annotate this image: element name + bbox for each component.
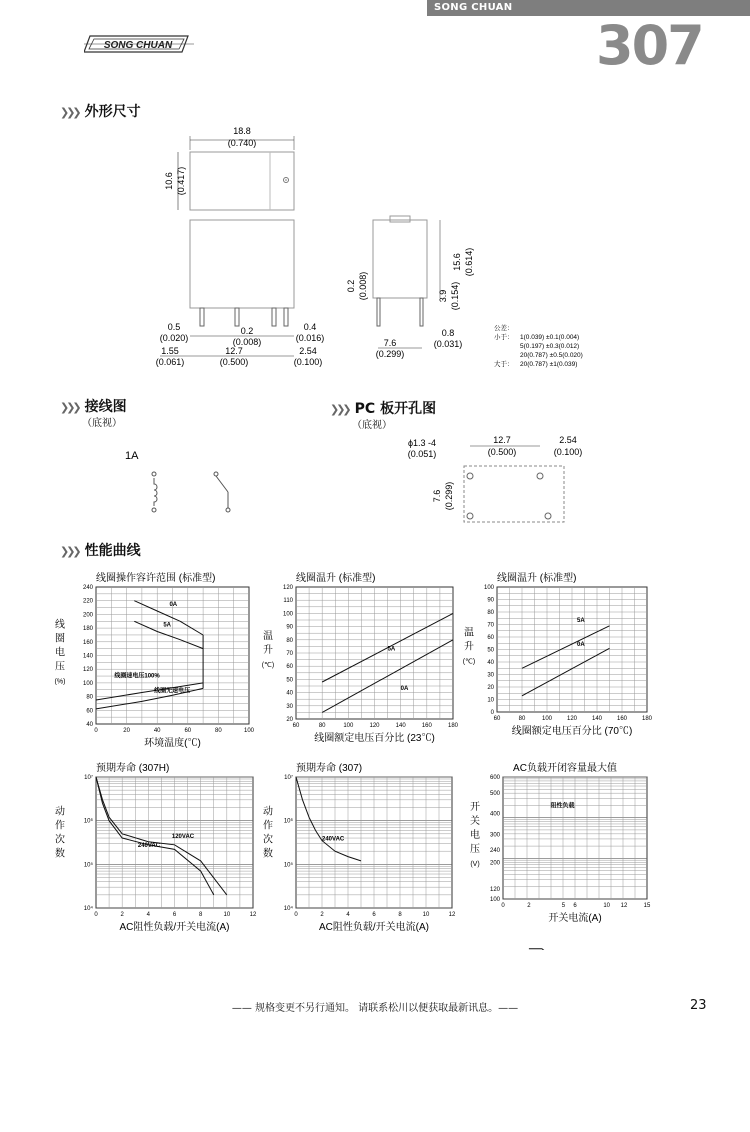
y-axis-label-char: 温 — [464, 627, 474, 639]
y-tick-label: 120 — [282, 585, 293, 591]
x-tick-label: 10 — [603, 903, 611, 909]
dim-side-pitch: 7.6 — [383, 338, 397, 348]
dim-offset: 1.55 — [161, 346, 179, 356]
y-tick-label: 110 — [283, 598, 293, 605]
y-axis-unit: (℃) — [261, 662, 275, 669]
chart-3 — [463, 571, 653, 737]
y-tick-label: 90 — [286, 624, 293, 631]
x-tick-label: 80 — [215, 728, 222, 734]
y-tick-label: 240 — [82, 585, 93, 591]
dim-side-height: 15.6 — [452, 253, 462, 271]
y-tick-label: 70 — [286, 651, 293, 657]
dim-pin-thick-in: (0.016) — [295, 333, 325, 343]
y-axis-unit: (V) — [470, 861, 480, 868]
tolerance-table — [494, 322, 604, 370]
pcb-offset: 2.54 — [559, 435, 577, 445]
pcb-pitch: 12.7 — [493, 435, 511, 445]
brand-label: SONG CHUAN — [434, 2, 513, 13]
y-tick-label: 60 — [86, 708, 93, 715]
dim-side-pin-in: (0.031) — [433, 339, 463, 349]
pcb-layout-drawing — [400, 430, 600, 530]
x-tick-label: 10 — [422, 912, 430, 918]
series-line-2 — [96, 777, 214, 895]
dim-top-width-in: (0.740) — [227, 138, 257, 148]
y-tick-label: 200 — [489, 860, 500, 867]
y-tick-label: 100 — [483, 585, 494, 591]
y-axis-label-char: 数 — [55, 848, 65, 860]
y-axis-label-char: 温 — [263, 631, 273, 642]
series-annotation: 0A — [577, 641, 585, 648]
y-tick-label: 80 — [86, 694, 93, 701]
y-axis-label-char: 作 — [55, 820, 65, 832]
chart-title: 线圈操作容许范围 (标准型) — [96, 573, 216, 584]
x-tick-label: 12 — [249, 912, 257, 918]
x-tick-label: 0 — [94, 912, 98, 918]
logo-text: SONG CHUAN — [103, 40, 173, 51]
x-tick-label: 2 — [120, 912, 124, 918]
x-tick-label: 100 — [243, 728, 255, 734]
x-tick-label: 20 — [123, 728, 130, 734]
y-axis-label-char: 升 — [464, 641, 474, 653]
x-tick-label: 160 — [421, 723, 432, 729]
wiring-diagram — [120, 446, 260, 522]
series-annotation: 240VAC — [322, 836, 345, 843]
y-tick-label: 10⁶ — [83, 818, 93, 825]
top-view-drawing — [130, 120, 350, 378]
x-tick-label: 60 — [493, 716, 501, 722]
tolerance-row4: 20(0.787) ±1(0.039) — [520, 361, 578, 368]
y-tick-label: 10⁴ — [283, 906, 293, 912]
y-tick-label: 10⁶ — [283, 818, 293, 825]
x-tick-label: 0 — [294, 912, 298, 918]
tolerance-row1-label: 小于： — [494, 334, 514, 341]
y-tick-label: 40 — [487, 660, 494, 666]
y-axis-label-char: 圈 — [55, 633, 65, 645]
y-axis-label-char: 动 — [55, 806, 65, 818]
dim-spacing: 12.7 — [225, 346, 243, 356]
y-tick-label: 80 — [286, 637, 293, 644]
y-tick-label: 400 — [489, 811, 500, 818]
y-axis-label-char: 电 — [55, 647, 65, 659]
series-annotation: 5A — [387, 646, 396, 653]
x-tick-label: 5 — [561, 903, 566, 909]
series-annotation: 5A — [577, 618, 585, 624]
side-view-drawing — [340, 210, 490, 370]
dim-top-height-in: (0.417) — [176, 166, 186, 196]
dim-pin-width: 0.5 — [167, 322, 181, 332]
dim-offset-in: (0.061) — [155, 357, 185, 367]
x-tick-label: 180 — [641, 716, 653, 722]
x-tick-label: 2 — [320, 912, 324, 918]
dim-spacing-in: (0.500) — [219, 357, 249, 367]
x-axis-label: 线圈额定电压百分比 (70℃) — [511, 726, 633, 737]
pcb-hole-in: (0.051) — [407, 449, 437, 459]
y-tick-label: 80 — [487, 610, 494, 616]
chart-1 — [55, 571, 255, 749]
y-tick-label: 70 — [487, 622, 494, 629]
y-axis-label-char: 次 — [263, 834, 273, 846]
y-tick-label: 600 — [489, 775, 500, 781]
x-tick-label: 8 — [398, 912, 402, 918]
y-tick-label: 220 — [82, 598, 93, 605]
chart-title: 线圈温升 (标准型) — [296, 573, 376, 584]
x-tick-label: 6 — [172, 912, 177, 918]
x-tick-label: 40 — [153, 728, 161, 734]
y-axis-label-char: 作 — [263, 820, 273, 832]
series-annotation: 0A — [169, 602, 178, 609]
x-tick-label: 100 — [343, 723, 354, 729]
section-pcb: ❯❯❯ PC 板开孔图 — [330, 401, 437, 417]
dim-pin-gap: 0.2 — [240, 326, 254, 336]
wiring-subtitle: （底视） — [82, 418, 122, 429]
dim-pin-thick: 0.4 — [303, 322, 317, 332]
x-tick-label: 6 — [372, 912, 376, 918]
y-axis-unit: (℃) — [462, 658, 476, 666]
x-tick-label: 12 — [620, 903, 628, 909]
x-tick-label: 15 — [643, 903, 651, 909]
y-axis-label-char: 数 — [263, 848, 273, 860]
series-annotation: 0A — [400, 685, 409, 692]
y-tick-label: 100 — [489, 897, 500, 903]
footer-note: —— 规格变更不另行通知。 请联系松川以便获取最新讯息。—— — [231, 1003, 519, 1014]
x-tick-label: 120 — [369, 723, 380, 729]
y-tick-label: 30 — [286, 703, 293, 710]
pcb-subtitle: （底视） — [352, 420, 392, 431]
y-tick-label: 500 — [489, 790, 500, 797]
x-axis-label: 环境温度(℃) — [144, 738, 201, 749]
y-tick-label: 10⁷ — [284, 775, 293, 781]
y-tick-label: 160 — [82, 639, 93, 646]
x-tick-label: 160 — [616, 716, 628, 722]
y-tick-label: 0 — [490, 710, 494, 716]
x-tick-label: 60 — [292, 723, 300, 729]
y-tick-label: 240 — [489, 848, 500, 855]
y-tick-label: 60 — [286, 664, 293, 671]
x-tick-label: 10 — [223, 912, 231, 918]
x-axis-label: 线圈额定电压百分比 (23℃) — [314, 733, 435, 744]
y-tick-label: 100 — [82, 680, 93, 687]
y-tick-label: 10⁵ — [83, 862, 93, 869]
dim-side-pitch-in: (0.299) — [375, 349, 405, 359]
y-tick-label: 20 — [487, 685, 494, 691]
chart-5 — [263, 761, 456, 933]
pcb-height-in: (0.299) — [444, 481, 454, 511]
x-tick-label: 2 — [527, 903, 531, 909]
dim-spacing2-in: (0.100) — [293, 357, 323, 367]
x-tick-label: 0 — [94, 728, 98, 734]
x-tick-label: 8 — [198, 912, 203, 918]
x-axis-label: AC阻性负载/开关电流(A) — [319, 922, 429, 933]
y-axis-label-char: 电 — [470, 830, 480, 841]
y-tick-label: 180 — [82, 626, 93, 633]
y-tick-label: 200 — [82, 612, 93, 619]
series-annotation: 阻性负载 — [550, 803, 575, 810]
section-wiring: ❯❯❯ 接线图 — [60, 399, 127, 415]
y-tick-label: 140 — [82, 653, 93, 660]
y-tick-label: 50 — [286, 677, 293, 684]
series-line-1 — [296, 777, 361, 861]
y-axis-label-char: 升 — [263, 645, 273, 656]
dim-pin-len-in: (0.154) — [450, 281, 460, 311]
x-tick-label: 80 — [318, 723, 326, 729]
series-line-2 — [522, 648, 610, 696]
series-annotation: 240VAC — [137, 842, 161, 849]
dim-side-gap-in: (0.008) — [358, 271, 368, 301]
x-tick-label: 120 — [566, 716, 578, 722]
wiring-type-label: 1A — [125, 450, 139, 462]
pcb-hole: ϕ1.3 -4 — [407, 438, 437, 448]
dim-spacing2: 2.54 — [299, 346, 317, 356]
series-annotation: 线圈无速电压 — [154, 688, 191, 695]
y-tick-label: 10⁴ — [83, 906, 93, 912]
tolerance-row1: 1(0.039) ±0.1(0.004) — [520, 334, 580, 341]
y-axis-unit: (%) — [54, 678, 66, 686]
series-line-1 — [529, 949, 624, 950]
chart-title: AC负载开闭容量最大值 — [513, 763, 617, 774]
dim-pin-len: 3.9 — [438, 289, 448, 303]
y-tick-label: 100 — [282, 611, 293, 618]
pcb-offset-in: (0.100) — [553, 447, 583, 457]
pcb-height: 7.6 — [432, 489, 442, 503]
chart-title: 线圈温升 (标准型) — [497, 573, 577, 584]
section-dimensions: ❯❯❯ 外形尺寸 — [60, 104, 141, 120]
x-tick-label: 6 — [573, 903, 577, 909]
x-tick-label: 100 — [541, 716, 553, 722]
x-tick-label: 60 — [184, 728, 192, 734]
y-tick-label: 120 — [82, 667, 93, 674]
y-tick-label: 40 — [286, 690, 293, 697]
y-tick-label: 60 — [487, 635, 494, 641]
performance-charts — [0, 560, 750, 950]
pcb-pitch-in: (0.500) — [487, 447, 517, 457]
x-tick-label: 140 — [591, 716, 603, 722]
dim-side-pin: 0.8 — [441, 328, 455, 338]
page-number: 23 — [690, 998, 707, 1013]
tolerance-row2: 5(0.197) ±0.3(0.012) — [520, 343, 580, 350]
x-tick-label: 4 — [346, 912, 350, 918]
y-tick-label: 20 — [286, 717, 293, 723]
x-axis-label: AC阻性负载/开关电流(A) — [119, 922, 230, 933]
chart-title: 预期寿命 (307H) — [96, 763, 170, 774]
dim-side-height-in: (0.614) — [464, 247, 474, 277]
dim-side-gap: 0.2 — [346, 279, 356, 293]
dim-pin-width-in: (0.020) — [159, 333, 189, 343]
dim-top-width: 18.8 — [233, 126, 251, 136]
y-axis-label-char: 动 — [263, 806, 273, 818]
section-performance: ❯❯❯ 性能曲线 — [60, 543, 141, 559]
x-tick-label: 0 — [501, 903, 505, 909]
x-tick-label: 4 — [146, 912, 151, 918]
y-tick-label: 10 — [487, 697, 494, 704]
tolerance-row3: 20(0.787) ±0.5(0.020) — [520, 352, 583, 359]
y-tick-label: 50 — [487, 647, 494, 654]
tolerance-title: 公差： — [494, 325, 514, 332]
dim-pin-gap-in: (0.008) — [232, 337, 262, 347]
chart-4 — [55, 761, 257, 933]
y-tick-label: 10⁷ — [84, 775, 93, 781]
y-tick-label: 40 — [86, 722, 93, 728]
song-chuan-logo — [84, 34, 194, 54]
y-tick-label: 30 — [487, 672, 494, 679]
y-axis-label-char: 压 — [470, 844, 480, 855]
dim-top-height: 10.6 — [164, 172, 174, 190]
x-tick-label: 140 — [395, 723, 406, 729]
chart-6 — [470, 761, 651, 950]
y-tick-label: 10⁵ — [283, 862, 293, 869]
series-annotation: 120VAC — [171, 834, 195, 841]
tolerance-row4-label: 大于： — [494, 361, 514, 368]
y-tick-label: 300 — [489, 832, 500, 839]
y-tick-label: 90 — [487, 597, 494, 604]
x-tick-label: 80 — [518, 716, 526, 722]
chart-title: 预期寿命 (307) — [296, 763, 363, 774]
y-tick-label: 120 — [489, 887, 500, 894]
y-axis-label-char: 线 — [55, 619, 65, 631]
y-axis-label-char: 开 — [470, 802, 480, 813]
y-axis-label-char: 压 — [55, 661, 65, 673]
x-tick-label: 12 — [448, 912, 456, 918]
x-tick-label: 180 — [447, 723, 459, 729]
y-axis-label-char: 次 — [55, 834, 65, 846]
x-axis-label: 开关电流(A) — [548, 913, 602, 924]
chart-2 — [262, 571, 459, 744]
y-axis-label-char: 关 — [470, 816, 480, 827]
series-number: 307 — [596, 14, 703, 77]
series-annotation: 5A — [163, 622, 171, 629]
series-annotation: 线圈速电压100% — [114, 673, 160, 680]
